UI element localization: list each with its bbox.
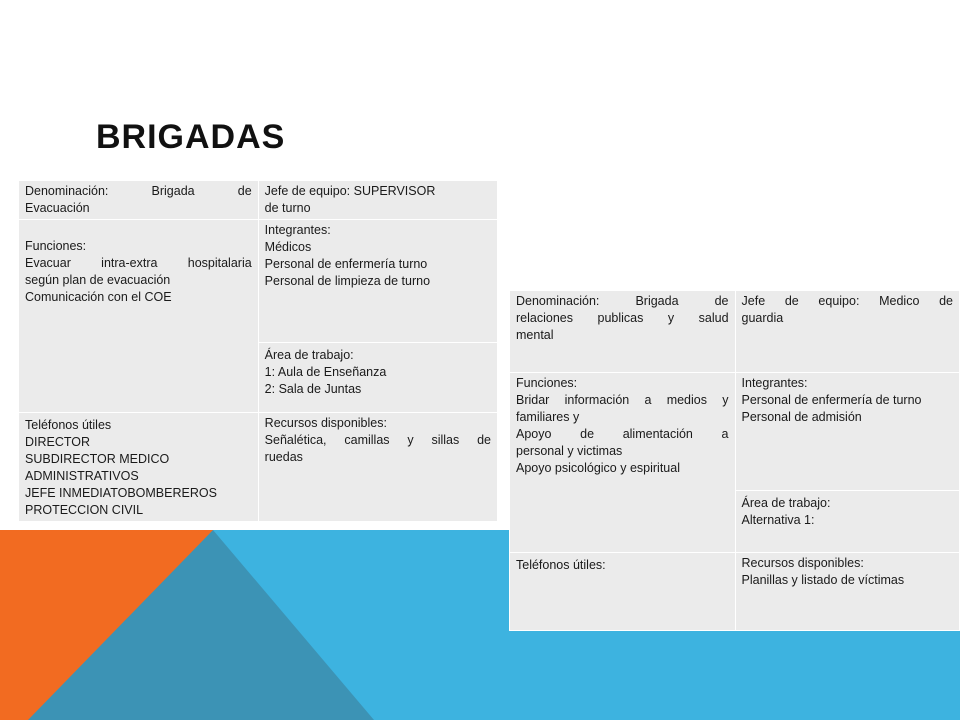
integrantes-cell <box>258 220 497 343</box>
telefonos-cell <box>510 553 736 631</box>
funciones-cell <box>510 373 736 553</box>
text-line: según plan de evacuación <box>25 273 171 287</box>
recursos-cell <box>258 413 497 522</box>
text-line: ruedas <box>264 450 303 464</box>
text-line: Jefe de equipo: SUPERVISOR <box>264 184 436 198</box>
text-line: Apoyo de alimentación a <box>516 427 729 441</box>
denominacion-cell <box>19 181 259 220</box>
text-line: Médicos <box>264 240 312 254</box>
text-line: mental <box>516 328 554 342</box>
text-line: Área de trabajo: <box>741 496 831 510</box>
text-line: Personal de admisión <box>741 410 862 424</box>
text-line: relaciones publicas y salud <box>516 311 729 325</box>
jefe-cell <box>735 291 959 373</box>
funciones-cell <box>19 220 259 413</box>
text-line: de turno <box>264 201 311 215</box>
area-cell <box>258 343 497 413</box>
text-line: familiares y <box>516 410 580 424</box>
text-line: Señalética, camillas y sillas de <box>264 433 491 447</box>
text-line: 2: Sala de Juntas <box>264 382 362 396</box>
text-line: Recursos disponibles: <box>741 556 864 570</box>
jefe-cell <box>258 181 497 220</box>
text-line: PROTECCION CIVIL <box>25 503 144 517</box>
text-line: guardia <box>741 311 784 325</box>
text-line: Teléfonos útiles <box>25 418 112 432</box>
text-line: Evacuar intra-extra hospitalaria <box>25 256 252 270</box>
recursos-cell <box>735 553 959 631</box>
text-line: Comunicación con el COE <box>25 290 172 304</box>
text-line: Denominación: Brigada de <box>25 184 252 198</box>
text-line: Integrantes: <box>264 223 331 237</box>
text-line: Bridar información a medios y <box>516 393 729 407</box>
text-line: SUBDIRECTOR MEDICO <box>25 452 170 466</box>
text-line: Personal de enfermería de turno <box>741 393 922 407</box>
text-line: personal y victimas <box>516 444 623 458</box>
text-line: Planillas y listado de víctimas <box>741 573 905 587</box>
text-line: Jefe de equipo: Medico de <box>741 294 953 308</box>
text-line: Funciones: <box>25 239 87 253</box>
area-cell <box>735 491 959 553</box>
text-line: DIRECTOR <box>25 435 91 449</box>
integrantes-cell <box>735 373 959 491</box>
text-line: JEFE INMEDIATOBOMBEREROS <box>25 486 217 500</box>
brigade-evacuacion-table <box>18 180 498 522</box>
text-line: Integrantes: <box>741 376 808 390</box>
text-line: Funciones: <box>516 376 578 390</box>
text-line: Alternativa 1: <box>741 513 815 527</box>
page-title: BRIGADAS <box>96 118 286 156</box>
text-line: Personal de enfermería turno <box>264 257 428 271</box>
text-line: Recursos disponibles: <box>264 416 387 430</box>
telefonos-cell <box>19 413 259 522</box>
brigade-relaciones-publicas-table <box>509 290 960 631</box>
text-line: Personal de limpieza de turno <box>264 274 431 288</box>
text-line: ADMINISTRATIVOS <box>25 469 139 483</box>
text-line: Área de trabajo: <box>264 348 354 362</box>
denominacion-cell <box>510 291 736 373</box>
text-line: Evacuación <box>25 201 90 215</box>
text-line: Teléfonos útiles: <box>516 558 606 572</box>
text-line: Denominación: Brigada de <box>516 294 729 308</box>
text-line: 1: Aula de Enseñanza <box>264 365 387 379</box>
text-line: Apoyo psicológico y espiritual <box>516 461 680 475</box>
